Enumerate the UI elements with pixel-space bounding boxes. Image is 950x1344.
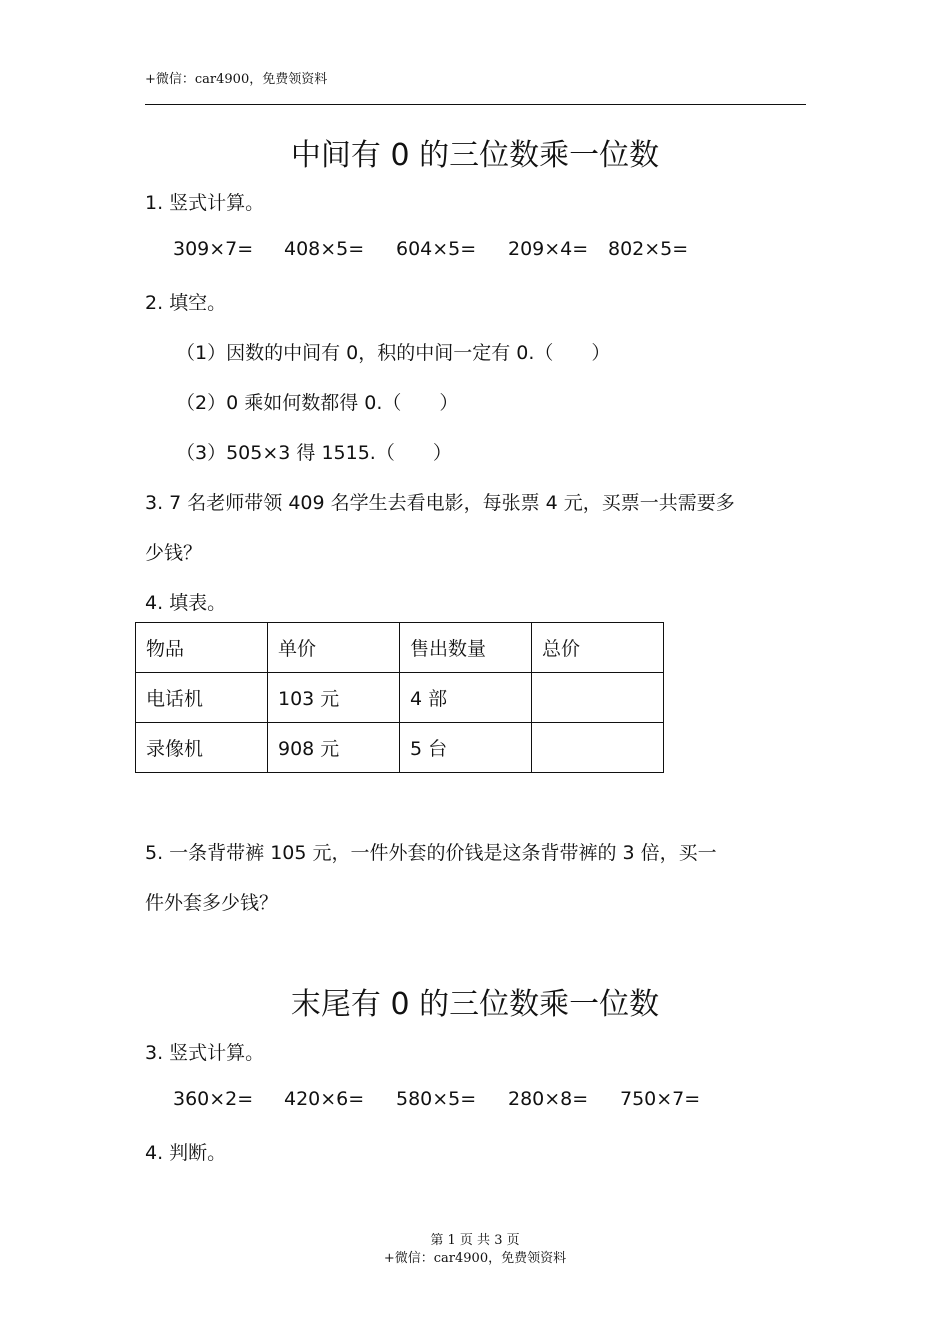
table-row xyxy=(136,723,664,773)
question-label: 3. 竖式计算。 xyxy=(145,1042,265,1064)
table-answer-cell[interactable] xyxy=(532,723,664,773)
calc-problem: 209×4= xyxy=(508,238,589,260)
calc-problem: 280×8= xyxy=(508,1088,589,1110)
section-title: 末尾有 0 的三位数乘一位数 xyxy=(290,987,660,1022)
calc-problem: 802×5= xyxy=(608,238,689,260)
word-problem-line: 3. 7 名老师带领 409 名学生去看电影，每张票 4 元，买票一共需要多 xyxy=(145,492,735,514)
table-cell: 5 台 xyxy=(400,723,532,773)
table-header-cell: 总价 xyxy=(532,623,664,673)
section-title: 中间有 0 的三位数乘一位数 xyxy=(290,138,660,173)
table-cell: 4 部 xyxy=(400,673,532,723)
header-divider xyxy=(145,104,806,105)
word-problem-line: 少钱？ xyxy=(145,542,203,564)
word-problem-line: 件外套多少钱？ xyxy=(145,892,279,914)
calc-problem: 750×7= xyxy=(620,1088,701,1110)
calc-problem: 360×2= xyxy=(173,1088,254,1110)
fill-blank-item: （3）505×3 得 1515.（ ） xyxy=(176,442,452,464)
table-header-cell: 售出数量 xyxy=(400,623,532,673)
calc-problem: 309×7= xyxy=(173,238,254,260)
question-label: 4. 判断。 xyxy=(145,1142,227,1164)
calc-problem: 604×5= xyxy=(396,238,477,260)
question-label: 1. 竖式计算。 xyxy=(145,192,265,214)
question-label: 4. 填表。 xyxy=(145,592,227,614)
table-header-row xyxy=(136,623,664,673)
table-row xyxy=(136,673,664,723)
header-note: +微信：car4900，免费领资料 xyxy=(145,72,328,87)
table-cell: 录像机 xyxy=(136,723,268,773)
calc-problem: 408×5= xyxy=(284,238,365,260)
table-header-cell: 单价 xyxy=(268,623,400,673)
fill-table xyxy=(135,622,664,773)
table-header-cell: 物品 xyxy=(136,623,268,673)
calc-problem: 580×5= xyxy=(396,1088,477,1110)
table-cell: 103 元 xyxy=(268,673,400,723)
table-cell: 908 元 xyxy=(268,723,400,773)
page-number: 第 1 页 共 3 页 xyxy=(430,1233,520,1248)
footer-note: +微信：car4900，免费领资料 xyxy=(383,1251,567,1266)
calc-problem: 420×6= xyxy=(284,1088,365,1110)
question-label: 2. 填空。 xyxy=(145,292,227,314)
calc-problems-row xyxy=(0,238,950,264)
word-problem-line: 5. 一条背带裤 105 元，一件外套的价钱是这条背带裤的 3 倍，买一 xyxy=(145,842,717,864)
table-answer-cell[interactable] xyxy=(532,673,664,723)
table-cell: 电话机 xyxy=(136,673,268,723)
fill-blank-item: （1）因数的中间有 0，积的中间一定有 0.（ ） xyxy=(176,342,611,364)
calc-problems-row xyxy=(0,1088,950,1114)
fill-blank-item: （2）0 乘如何数都得 0.（ ） xyxy=(176,392,459,414)
